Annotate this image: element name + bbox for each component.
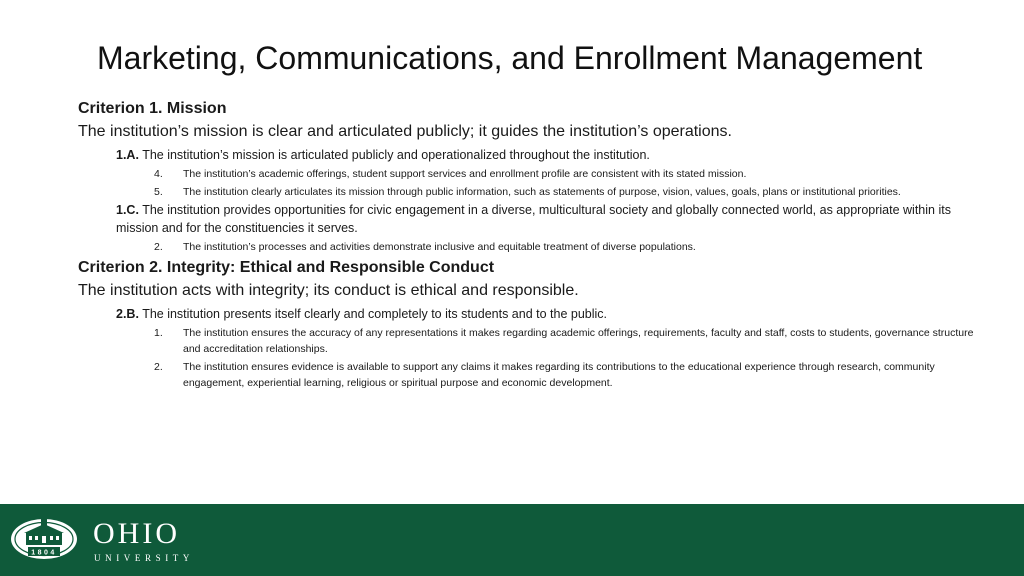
- core-component-text: The institution provides opportunities for civic engagement in a diverse, multicultural society and globally connected world, as appropriate within its mission and for the constituencies it serves.: [116, 203, 951, 235]
- core-component-text: The institution presents itself clearly and completely to its students and to the public.: [142, 307, 608, 321]
- sub-component-number: 2.: [154, 241, 163, 253]
- sub-component-number: 4.: [154, 168, 163, 180]
- core-component-text: The institution’s mission is articulated publicly and operationalized throughout the institution.: [142, 148, 650, 162]
- core-component-code: 1.A.: [116, 148, 139, 162]
- sub-component-text: The institution clearly articulates its mission through public information, such as statements of purpose, vision, values, goals, plans or institutional priorities.: [183, 186, 901, 198]
- university-seal-icon: [10, 518, 78, 560]
- slide-title: Marketing, Communications, and Enrollment Management: [97, 40, 923, 76]
- criteria-content: [78, 96, 988, 392]
- criterion-2-heading: Criterion 2. Integrity: Ethical and Responsible Conduct: [78, 259, 495, 276]
- criterion-2-statement: The institution acts with integrity; its conduct is ethical and responsible.: [78, 282, 579, 299]
- sub-component-item: [154, 325, 988, 357]
- sub-component-number: 5.: [154, 186, 163, 198]
- sub-component-item: [154, 239, 988, 255]
- university-wordmark: UNIVERSITY: [94, 553, 194, 563]
- sub-component-item: [154, 359, 988, 391]
- sub-component-text: The institution ensures evidence is available to support any claims it makes regarding its contributions to the educational experience through research, community engagement, experiential learning, religious or spiritual purpose and economic development.: [183, 361, 935, 389]
- footer-bar: [0, 504, 1024, 576]
- criterion-1-statement: The institution’s mission is clear and articulated publicly; it guides the institution’s operations.: [78, 123, 732, 140]
- sub-component-text: The institution’s academic offerings, student support services and enrollment profile are consistent with its stated mission.: [183, 168, 747, 180]
- core-component-2b: [116, 305, 988, 323]
- ohio-wordmark: OHIO: [93, 517, 180, 550]
- sub-component-item: [154, 184, 988, 200]
- sub-component-number: 1.: [154, 327, 163, 339]
- seal-year: 1804: [31, 549, 57, 557]
- sub-component-text: The institution’s processes and activities demonstrate inclusive and equitable treatment of diverse populations.: [183, 241, 696, 253]
- sub-component-text: The institution ensures the accuracy of any representations it makes regarding academic offerings, requirements, faculty and staff, costs to students, governance structure and accreditation relationships.: [183, 327, 974, 355]
- core-component-1c: [116, 201, 988, 237]
- core-component-code: 2.B.: [116, 307, 139, 321]
- sub-component-number: 2.: [154, 361, 163, 373]
- criterion-1-heading: Criterion 1. Mission: [78, 100, 227, 117]
- core-component-1a: [116, 146, 988, 164]
- core-component-code: 1.C.: [116, 203, 139, 217]
- sub-component-item: [154, 166, 988, 182]
